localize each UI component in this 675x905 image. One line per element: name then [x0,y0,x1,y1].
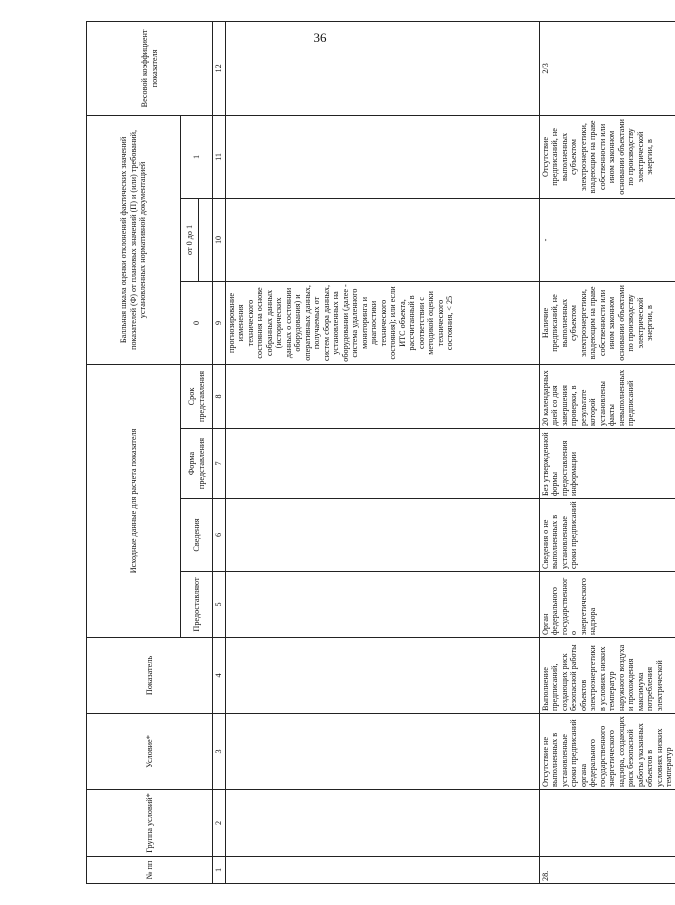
cell-info [225,499,539,572]
header-info: Сведения [181,499,213,572]
col-number: 8 [213,364,226,428]
cell-num [225,857,539,884]
col-number: 6 [213,499,226,572]
col-number: 3 [213,714,226,790]
header-weight: Весовой коэффициент показателя [87,21,213,115]
col-number: 1 [213,857,226,884]
cell-score-mid: - [539,198,675,281]
header-provides: Предоставляют [181,572,213,638]
rotated-table [86,22,674,884]
cell-form: Без утвержденной формы предоставления информации [539,429,675,499]
header-score-mid: от 0 до 1 [181,198,199,281]
cell-group [539,790,675,857]
col-number: 12 [213,21,226,115]
header-source-data: Исходные данные для расчета показателя [87,364,181,637]
cell-info: Сведения о не выполненных в установленные сроки предписаний [539,499,675,572]
col-number: 7 [213,429,226,499]
cell-indicator [225,638,539,714]
cell-term [225,364,539,428]
col-number: 10 [213,198,226,281]
cell-weight: 2/3 [539,21,675,115]
header-term: Срок представления [181,364,213,428]
cell-group [225,790,539,857]
col-number: 9 [213,281,226,364]
header-group: Группа условий* [87,790,213,857]
cell-condition: Отсутствие не выполненных в установленные сроки предписаний органа федерального государственного энергетического надзора, создающих риск безопасной работы указанных объектов в условиях низких температур [539,714,675,790]
cell-provides [225,572,539,638]
cell-score-mid [225,198,539,281]
cell-score-1: Отсутствие предписаний, не выполненных субъектом электроэнергетики, владеющим на праве собственности или ином законном основании объектами по производству электрической энергии, в [539,115,675,198]
cell-weight [225,21,539,115]
header-score-scale: Балльная шкала оценки отклонений фактических значений показателей (Ф) от плановых значений (П) и (или) требований, установленных нормативной документацией [87,115,181,364]
cell-provides: Орган федерального государственного энергетического надзора [539,572,675,638]
col-number: 4 [213,638,226,714]
header-condition: Условие* [87,714,213,790]
table-row-continued [225,21,539,883]
cell-num: 28. [539,857,675,884]
header-score-0: 0 [181,281,213,364]
header-row-1 [87,21,181,883]
cell-score-0: прогнозирование изменения технического состояния на основе собранных данных (исторических данных о состоянии оборудования) и оперативных данных, получаемых от систем сбора данных, установленных на оборудовании (далее - система удаленного мониторинга и диагностики технического состояния); или если ИТС объекта, рассчитанный в соответствии с методикой оценки технического состояния, < 25 [225,281,539,364]
cell-score-1 [225,115,539,198]
header-num: № пп [87,857,213,884]
col-number: 2 [213,790,226,857]
cell-score-0: Наличие предписаний, не выполненных субъектом электроэнергетики, владеющим на праве собственности или ином законном основании объектами по производству электрической энергии, в [539,281,675,364]
indicator-table [86,21,675,884]
cell-indicator: Выполнение предписаний, создающих риск безопасной работы объектов электроэнергетики в условиях низких температур наружного воздуха и прохождения максимума потребления электрической [539,638,675,714]
col-number: 5 [213,572,226,638]
header-form: Форма представления [181,429,213,499]
header-score-1: 1 [181,115,213,198]
cell-condition [225,714,539,790]
header-score-mid-spacer [199,198,213,281]
cell-term: 20 календарных дней со дня завершения проверки, в результате которой установлены факты невыполненных предписаний [539,364,675,428]
table-row-28 [539,21,675,883]
page-number: 36 [313,30,327,45]
header-indicator: Показатель [87,638,213,714]
column-number-row [213,21,226,883]
col-number: 11 [213,115,226,198]
cell-form [225,429,539,499]
